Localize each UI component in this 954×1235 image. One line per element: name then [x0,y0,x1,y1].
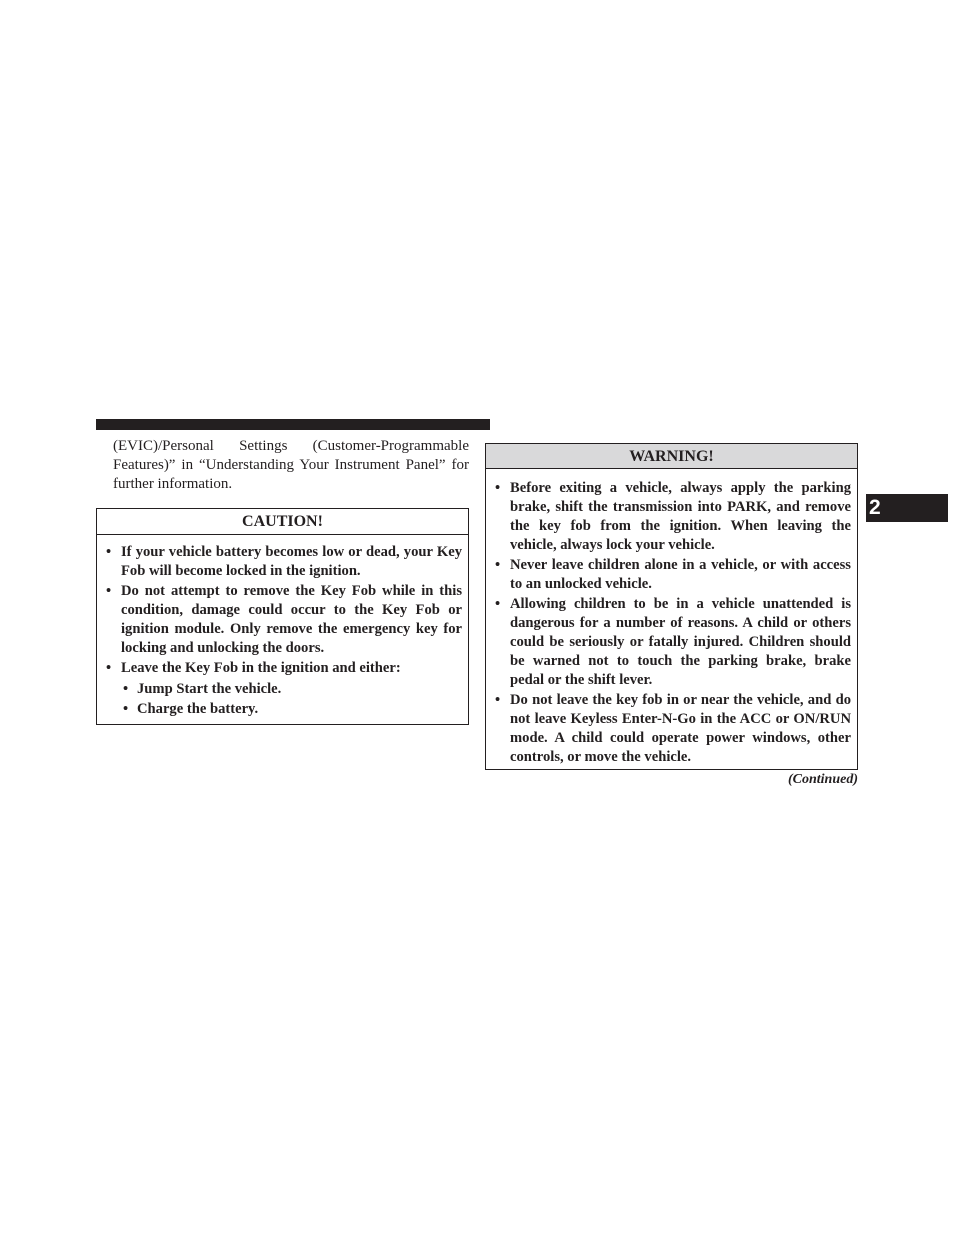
warning-title: WARNING! [486,444,857,469]
caution-title: CAUTION! [97,509,468,535]
caution-item: • If your vehicle battery becomes low or dead, your Key Fob will become locked in the ignition. [121,543,462,581]
caution-subitem: • Jump Start the vehicle. [137,680,462,699]
warning-item: • Before exiting a vehicle, always apply the parking brake, shift the transmission into PARK, and remove the key fob from the ignition. When leaving the vehicle, always lock your vehicle. [510,479,851,555]
warning-item: • Allowing children to be in a vehicle unattended is dangerous for a number of reasons. A child or others could be seriously or fatally injured. Children should be warned not to touch the parking brake, brake pedal or the shift lever. [510,595,851,690]
chapter-tab: 2 [866,494,948,522]
caution-sublist [121,680,462,719]
warning-list [486,469,857,767]
warning-item: • Never leave children alone in a vehicle, or with access to an unlocked vehicle. [510,556,851,594]
warning-item: • Do not leave the key fob in or near the vehicle, and do not leave Keyless Enter-N-Go in the ACC or ON/RUN mode. A child could operate power windows, other controls, or move the vehicle. [510,691,851,767]
caution-item: • Do not attempt to remove the Key Fob while in this condition, damage could occur to the Key Fob or ignition module. Only remove the emergency key for locking and unlocking the doors. [121,582,462,658]
caution-list [97,535,468,719]
caution-subitem: • Charge the battery. [137,700,462,719]
warning-box [485,443,858,770]
caution-item-text: Leave the Key Fob in the ignition and either: [121,660,401,676]
section-rule [96,419,490,430]
continued-label: (Continued) [787,772,858,787]
caution-box [96,508,469,725]
intro-paragraph: (EVIC)/Personal Settings (Customer-Programmable Features)” in “Understanding Your Instrument Panel” for further information. [113,438,469,492]
caution-item-with-subitems [121,659,462,719]
